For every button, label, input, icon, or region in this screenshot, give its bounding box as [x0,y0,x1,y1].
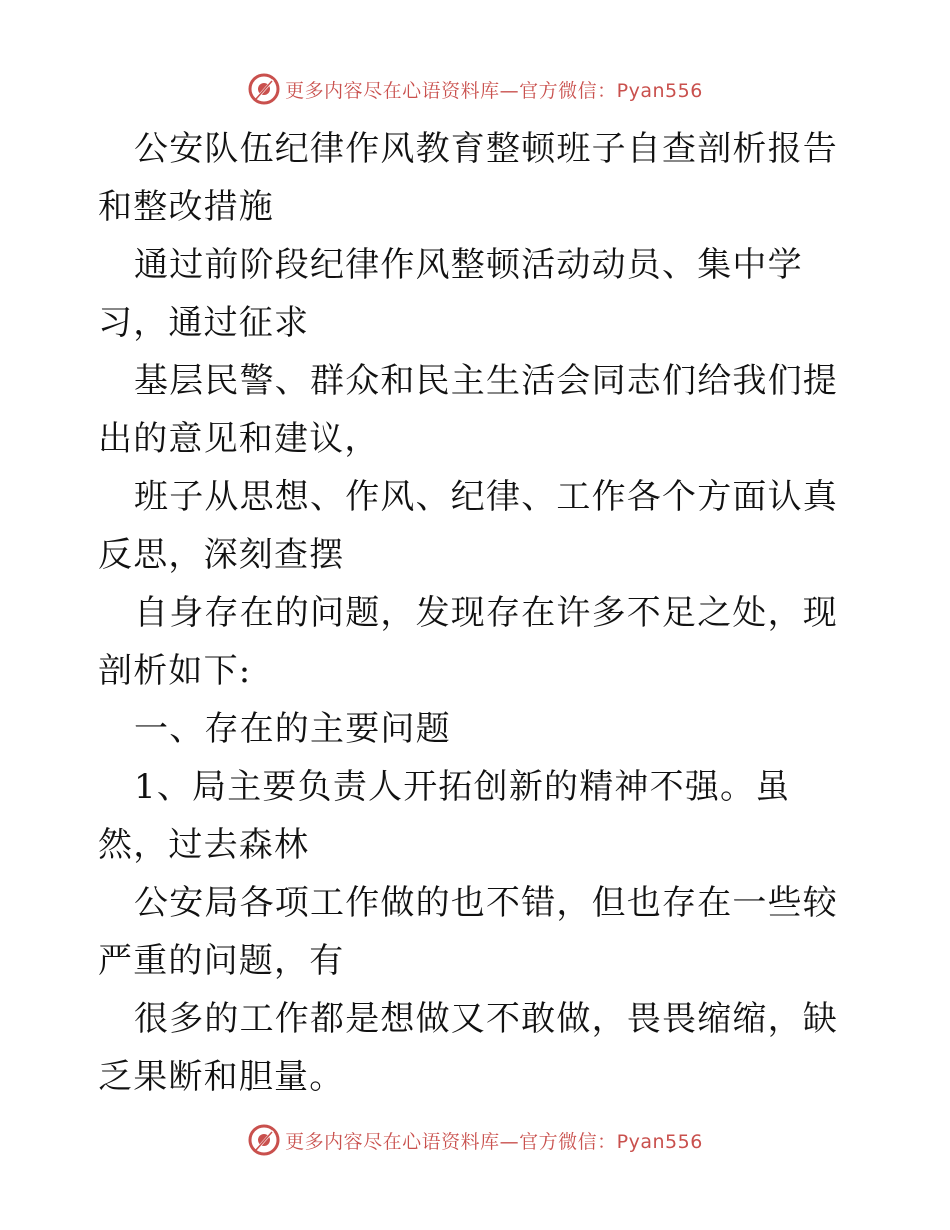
footer-watermark [0,1123,950,1157]
watermark-text: 更多内容尽在心语资料库—官方微信：Pyan556 [285,79,703,102]
header-watermark [0,72,950,106]
document-body [98,120,858,1106]
document-title: 公安队伍纪律作风教育整顿班子自查剖析报告和整改措施 [98,129,838,227]
paragraph: 公安局各项工作做的也不错，但也存在一些较严重的问题，有 [98,883,838,981]
paragraph: 很多的工作都是想做又不敢做，畏畏缩缩，缺乏果断和胆量。 [98,999,838,1097]
paragraph: 1、局主要负责人开拓创新的精神不强。虽然，过去森林 [98,767,791,865]
paragraph: 班子从思想、作风、纪律、工作各个方面认真反思，深刻查摆 [98,477,838,575]
watermark-logo-icon [247,72,281,106]
watermark-text: 更多内容尽在心语资料库—官方微信：Pyan556 [285,1130,703,1153]
paragraph: 自身存在的问题，发现存在许多不足之处，现剖析如下: [98,593,838,691]
watermark-logo-icon [247,1123,281,1157]
paragraph: 基层民警、群众和民主生活会同志们给我们提出的意见和建议， [98,361,838,459]
paragraph: 通过前阶段纪律作风整顿活动动员、集中学习，通过征求 [98,245,803,343]
section-heading: 一、存在的主要问题 [134,709,451,749]
